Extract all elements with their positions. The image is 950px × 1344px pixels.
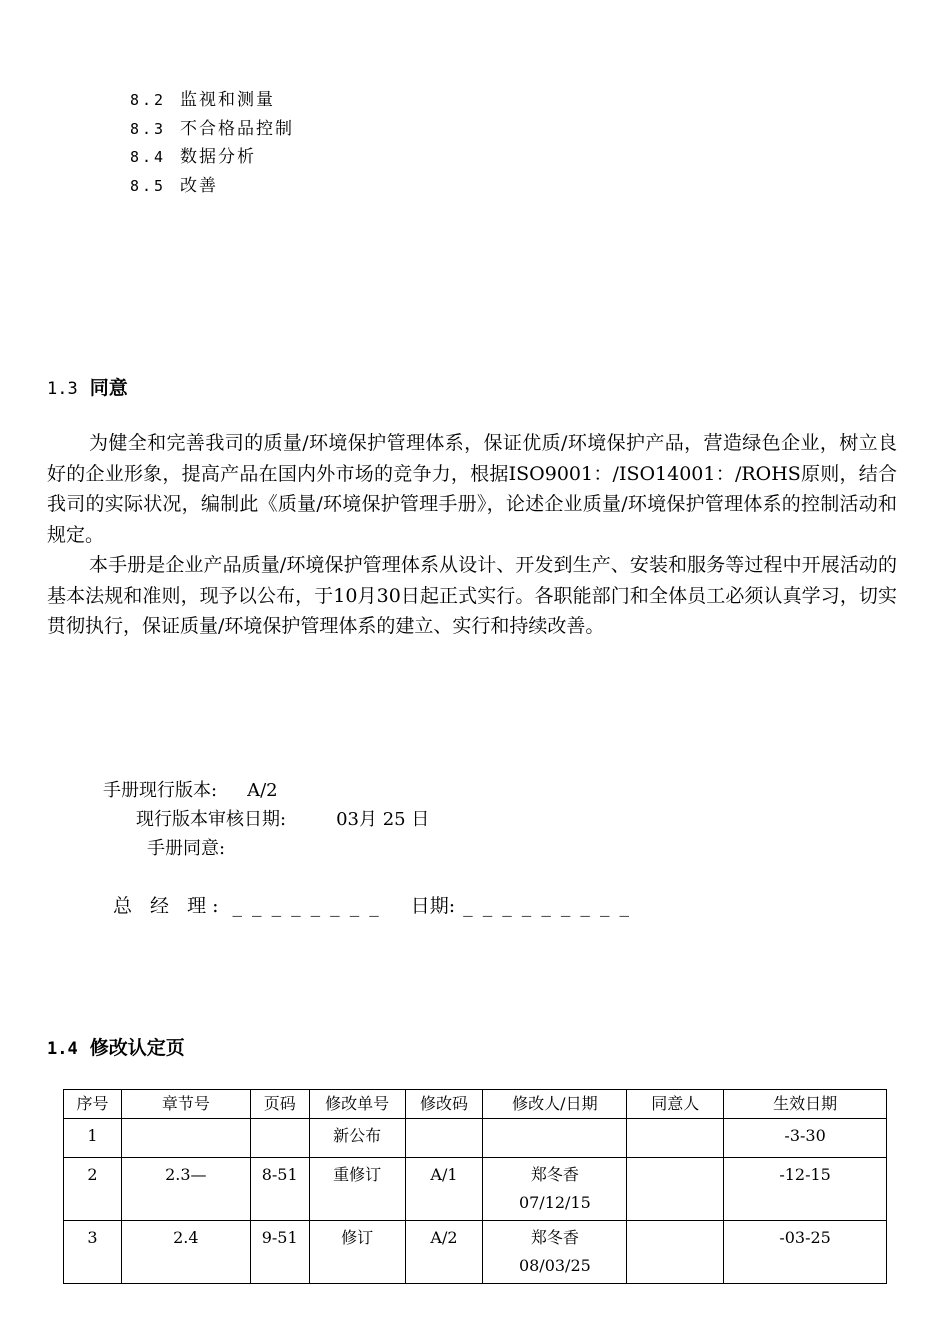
section-heading-revision (47, 1033, 185, 1060)
approval-label: 手册同意: (147, 838, 226, 859)
cell-page (250, 1119, 309, 1158)
toc-item-number: 8.2 (130, 91, 167, 109)
cell-order: 重修订 (309, 1158, 405, 1221)
table-row (64, 1221, 887, 1284)
person-name: 郑冬香 (530, 1228, 579, 1247)
review-date (136, 805, 429, 831)
version-label: 手册现行版本: (103, 780, 218, 801)
column-header: 页码 (250, 1090, 309, 1119)
cell-order: 修订 (309, 1221, 405, 1284)
column-header: 修改单号 (309, 1090, 405, 1119)
manual-approval (147, 834, 225, 860)
gm-label: 总 经 理: (113, 895, 225, 917)
cell-seq: 3 (64, 1221, 122, 1284)
version-value: A/2 (247, 780, 278, 801)
cell-effective: -12-15 (724, 1158, 887, 1221)
section-title: 同意 (89, 377, 128, 399)
cell-page: 8-51 (250, 1158, 309, 1221)
table-header-row (64, 1090, 887, 1119)
gm-signature-blank: _ _ _ _ _ _ _ _ (232, 895, 381, 917)
person-name: 郑冬香 (530, 1165, 579, 1184)
table-row (64, 1158, 887, 1221)
column-header: 序号 (64, 1090, 122, 1119)
toc-list (130, 86, 294, 201)
column-header: 章节号 (121, 1090, 250, 1119)
cell-page: 9-51 (250, 1221, 309, 1284)
cell-order: 新公布 (309, 1119, 405, 1158)
cell-approver (627, 1119, 724, 1158)
sign-date-label: 日期: (410, 895, 456, 917)
cell-chapter: 2.4 (121, 1221, 250, 1284)
toc-item-8-5 (130, 172, 294, 201)
approval-body (47, 428, 897, 642)
toc-item-title: 不合格品控制 (180, 118, 294, 139)
approval-paragraph-2: 本手册是企业产品质量/环境保护管理体系从设计、开发到生产、安装和服务等过程中开展活动的基本法规和准则，现予以公布，于10月30日起正式实行。各职能部门和全体员工必须认真学习，切实贯彻执行，保证质量/环境保护管理体系的建立、实行和持续改善。 (47, 554, 897, 637)
toc-item-number: 8.5 (130, 177, 167, 196)
toc-item-8-3 (130, 115, 294, 144)
section-number: 1.3 (47, 379, 78, 399)
cell-code: A/1 (405, 1158, 483, 1221)
toc-item-number: 8.3 (130, 119, 167, 138)
cell-chapter: 2.3— (121, 1158, 250, 1221)
section-number: 1.4 (47, 1039, 78, 1059)
cell-code (405, 1119, 483, 1158)
toc-item-8-2 (130, 86, 294, 115)
toc-item-8-4 (130, 143, 294, 172)
revision-table (63, 1089, 887, 1284)
table-row (64, 1119, 887, 1158)
cell-person (483, 1158, 627, 1221)
cell-effective: -3-30 (724, 1119, 887, 1158)
approval-paragraph-1: 为健全和完善我司的质量/环境保护管理体系，保证优质/环境保护产品，营造绿色企业，树立良好的企业形象，提高产品在国内外市场的竞争力，根据ISO9001：/ISO14001：/ROHS原则，结合我司的实际状况，编制此《质量/环境保护管理手册》，论述企业质量/环境保护管理体系的控制活动和规定。 (47, 432, 897, 546)
column-header: 修改码 (405, 1090, 483, 1119)
toc-item-number: 8.4 (130, 148, 167, 167)
review-date-value: 03月 25 日 (336, 809, 430, 830)
cell-approver (627, 1158, 724, 1221)
cell-chapter (121, 1119, 250, 1158)
column-header: 同意人 (627, 1090, 724, 1119)
signature-line (113, 891, 631, 918)
cell-person (483, 1221, 627, 1284)
cell-seq: 2 (64, 1158, 122, 1221)
toc-item-title: 监视和测量 (180, 90, 275, 110)
cell-code: A/2 (405, 1221, 483, 1284)
cell-effective: -03-25 (724, 1221, 887, 1284)
cell-approver (627, 1221, 724, 1284)
toc-item-title: 数据分析 (180, 147, 256, 168)
cell-person (483, 1119, 627, 1158)
section-title: 修改认定页 (89, 1037, 185, 1059)
toc-item-title: 改善 (180, 176, 218, 197)
section-heading-approval (47, 373, 128, 400)
person-date: 07/12/15 (518, 1193, 591, 1212)
column-header: 生效日期 (724, 1090, 887, 1119)
sign-date-blank: _ _ _ _ _ _ _ _ _ (463, 895, 631, 917)
review-date-label: 现行版本审核日期: (136, 809, 287, 830)
column-header: 修改人/日期 (483, 1090, 627, 1119)
cell-seq: 1 (64, 1119, 122, 1158)
person-date: 08/03/25 (518, 1256, 591, 1275)
manual-version (103, 776, 278, 802)
